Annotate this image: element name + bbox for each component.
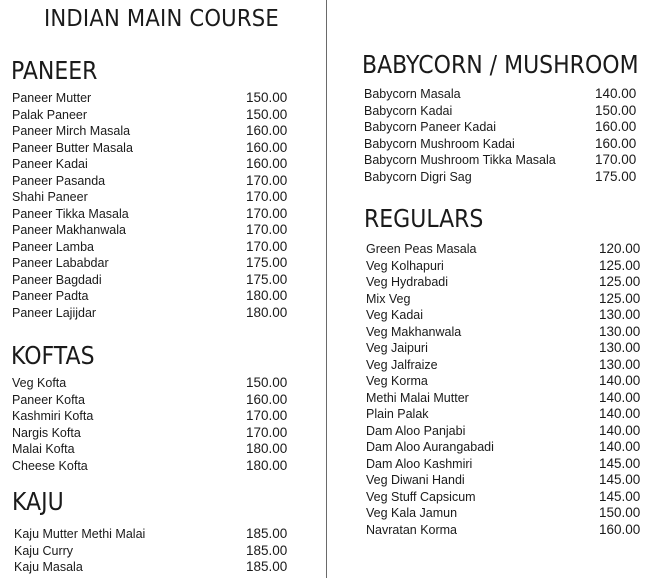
menu-item (12, 123, 302, 140)
menu-item (366, 241, 646, 258)
menu-item-price: 125.00 (599, 290, 641, 306)
menu-item (12, 156, 302, 173)
menu-item (364, 152, 644, 169)
menu-item (366, 489, 646, 506)
menu-item-price: 160.00 (246, 139, 288, 155)
menu-item-name: Dam Aloo Panjabi (366, 423, 466, 438)
menu-item (366, 423, 646, 440)
menu-item-price: 180.00 (246, 304, 288, 320)
menu-item (366, 258, 646, 275)
menu-item-price: 170.00 (246, 408, 288, 423)
menu-item (12, 392, 302, 409)
menu-item-name: Paneer Butter Masala (12, 140, 133, 155)
menu-item-name: Veg Diwani Handi (366, 473, 465, 487)
menu-item (12, 255, 302, 272)
menu-item (366, 522, 646, 539)
menu-item (366, 274, 646, 291)
menu-item (14, 526, 304, 543)
menu-item-name: Paneer Tikka Masala (12, 206, 129, 221)
menu-item-name: Dam Aloo Aurangabadi (366, 440, 494, 454)
menu-item-price: 150.00 (246, 375, 288, 390)
menu-item (14, 543, 304, 560)
paneer-menu-list (12, 90, 302, 321)
menu-item-name: Veg Hydrabadi (366, 275, 449, 289)
menu-item (366, 505, 646, 522)
menu-item-name: Methi Malai Mutter (366, 390, 469, 405)
menu-item-price: 140.00 (599, 373, 641, 388)
menu-item-name: Paneer Makhanwala (12, 223, 126, 237)
menu-item-price: 160.00 (246, 391, 288, 407)
menu-item-name: Paneer Mutter (12, 91, 92, 105)
menu-item-price: 170.00 (246, 222, 288, 237)
menu-item-name: Paneer Bagdadi (12, 272, 102, 287)
menu-item-price: 140.00 (599, 389, 641, 405)
menu-item (12, 189, 302, 206)
menu-item-name: Paneer Mirch Masala (12, 124, 131, 138)
menu-item-name: Babycorn Digri Sag (364, 169, 472, 184)
menu-item-price: 150.00 (595, 102, 637, 118)
menu-item-name: Plain Palak (366, 407, 429, 421)
menu-item-name: Veg Korma (366, 374, 428, 388)
menu-item (12, 288, 302, 305)
menu-item-price: 160.00 (246, 156, 288, 171)
menu-item-price: 145.00 (599, 455, 641, 471)
menu-item-name: Veg Stuff Capsicum (366, 489, 476, 504)
menu-item-price: 180.00 (246, 441, 288, 456)
menu-item-price: 140.00 (595, 86, 637, 101)
menu-item-name: Paneer Lajijdar (12, 305, 97, 320)
menu-item-name: Shahi Paneer (12, 190, 88, 204)
menu-item (12, 425, 302, 442)
menu-item-name: Nargis Kofta (12, 425, 81, 440)
menu-item-price: 145.00 (599, 488, 641, 504)
menu-item-price: 130.00 (599, 340, 641, 355)
menu-item (366, 291, 646, 308)
menu-item-name: Malai Kofta (12, 442, 75, 456)
section-title-koftas: KOFTAS (11, 341, 95, 370)
menu-item (366, 390, 646, 407)
menu-item (364, 119, 644, 136)
menu-item-name: Veg Jaipuri (366, 341, 428, 355)
menu-item-price: 160.00 (595, 119, 637, 134)
babycorn-mushroom-menu-list (364, 86, 644, 185)
menu-item-name: Paneer Lababdar (12, 256, 109, 270)
menu-item-price: 185.00 (246, 559, 288, 574)
menu-item-price: 175.00 (246, 271, 288, 287)
menu-item-price: 130.00 (599, 307, 641, 322)
menu-item-price: 175.00 (595, 168, 637, 184)
menu-item (12, 222, 302, 239)
menu-item-name: Cheese Kofta (12, 458, 88, 473)
menu-item-name: Babycorn Paneer Kadai (364, 120, 497, 134)
menu-item (12, 206, 302, 223)
menu-item-price: 150.00 (246, 106, 288, 122)
menu-item-price: 170.00 (246, 172, 288, 188)
column-divider (326, 0, 327, 578)
menu-item-price: 170.00 (246, 424, 288, 440)
menu-item (12, 458, 302, 475)
menu-item (366, 340, 646, 357)
menu-item-name: Veg Kolhapuri (366, 258, 444, 273)
menu-item-price: 145.00 (599, 472, 641, 487)
menu-item-name: Babycorn Masala (364, 87, 461, 101)
menu-item (12, 305, 302, 322)
menu-item-price: 170.00 (246, 238, 288, 254)
menu-item-name: Veg Kadai (366, 308, 423, 322)
menu-item (12, 90, 302, 107)
koftas-menu-list (12, 375, 302, 474)
menu-item (366, 357, 646, 374)
menu-item-price: 185.00 (246, 526, 288, 541)
menu-item-price: 170.00 (246, 189, 288, 204)
menu-item (12, 173, 302, 190)
menu-item-name: Veg Makhanwala (366, 324, 462, 339)
menu-item-price: 140.00 (599, 422, 641, 438)
menu-item-name: Green Peas Masala (366, 242, 477, 256)
menu-item-price: 160.00 (246, 123, 288, 138)
menu-item-name: Mix Veg (366, 291, 411, 306)
menu-item (364, 136, 644, 153)
menu-item-name: Paneer Kadai (12, 157, 88, 171)
menu-item (12, 408, 302, 425)
menu-item (12, 239, 302, 256)
menu-item-name: Kaju Masala (14, 560, 83, 574)
menu-item-name: Palak Paneer (12, 107, 88, 122)
menu-item (12, 272, 302, 289)
menu-item-price: 160.00 (599, 521, 641, 537)
menu-item-price: 125.00 (599, 274, 641, 289)
section-title-babycorn-mushroom: BABYCORN / MUSHROOM (362, 50, 639, 79)
menu-item-price: 130.00 (599, 323, 641, 339)
menu-item (12, 441, 302, 458)
menu-item-price: 140.00 (599, 439, 641, 454)
menu-item-name: Paneer Padta (12, 289, 89, 303)
menu-item-price: 175.00 (246, 255, 288, 270)
menu-item-name: Navratan Korma (366, 522, 458, 537)
menu-item-name: Paneer Kofta (12, 392, 85, 407)
menu-item-name: Paneer Lamba (12, 239, 95, 254)
menu-item (364, 169, 644, 186)
section-title-regulars: REGULARS (364, 204, 484, 233)
menu-item (12, 140, 302, 157)
menu-item (14, 559, 304, 576)
menu-item (366, 472, 646, 489)
kaju-menu-list (14, 526, 304, 576)
menu-item-name: Babycorn Kadai (364, 103, 453, 118)
menu-item-price: 130.00 (599, 356, 641, 372)
menu-item (366, 324, 646, 341)
menu-item (12, 107, 302, 124)
menu-item-price: 170.00 (595, 152, 637, 167)
menu-item-price: 120.00 (599, 241, 641, 256)
menu-item-name: Veg Kala Jamun (366, 506, 458, 520)
menu-item-name: Dam Aloo Kashmiri (366, 456, 473, 471)
menu-item-price: 185.00 (246, 542, 288, 558)
menu-item-price: 170.00 (246, 205, 288, 221)
menu-item (366, 307, 646, 324)
menu-item-name: Kaju Curry (14, 543, 74, 558)
section-title-paneer: PANEER (11, 56, 98, 85)
menu-item-price: 125.00 (599, 257, 641, 273)
menu-item-price: 180.00 (246, 457, 288, 473)
menu-item-name: Babycorn Mushroom Tikka Masala (364, 153, 556, 167)
regulars-menu-list (366, 241, 646, 538)
menu-item (366, 373, 646, 390)
menu-item-price: 160.00 (595, 135, 637, 151)
menu-item-name: Babycorn Mushroom Kadai (364, 136, 515, 151)
page-title: INDIAN MAIN COURSE (44, 6, 279, 32)
menu-item (364, 103, 644, 120)
menu-item (366, 406, 646, 423)
menu-item (364, 86, 644, 103)
menu-item-price: 150.00 (599, 505, 641, 520)
menu-item-name: Kashmiri Kofta (12, 409, 94, 423)
menu-item-price: 140.00 (599, 406, 641, 421)
menu-item (12, 375, 302, 392)
menu-item-price: 150.00 (246, 90, 288, 105)
menu-item-price: 180.00 (246, 288, 288, 303)
menu-item-name: Veg Jalfraize (366, 357, 438, 372)
menu-item-name: Paneer Pasanda (12, 173, 106, 188)
menu-item (366, 456, 646, 473)
menu-item (366, 439, 646, 456)
menu-item-name: Veg Kofta (12, 376, 67, 390)
menu-item-name: Kaju Mutter Methi Malai (14, 527, 146, 541)
section-title-kaju: KAJU (12, 487, 64, 516)
